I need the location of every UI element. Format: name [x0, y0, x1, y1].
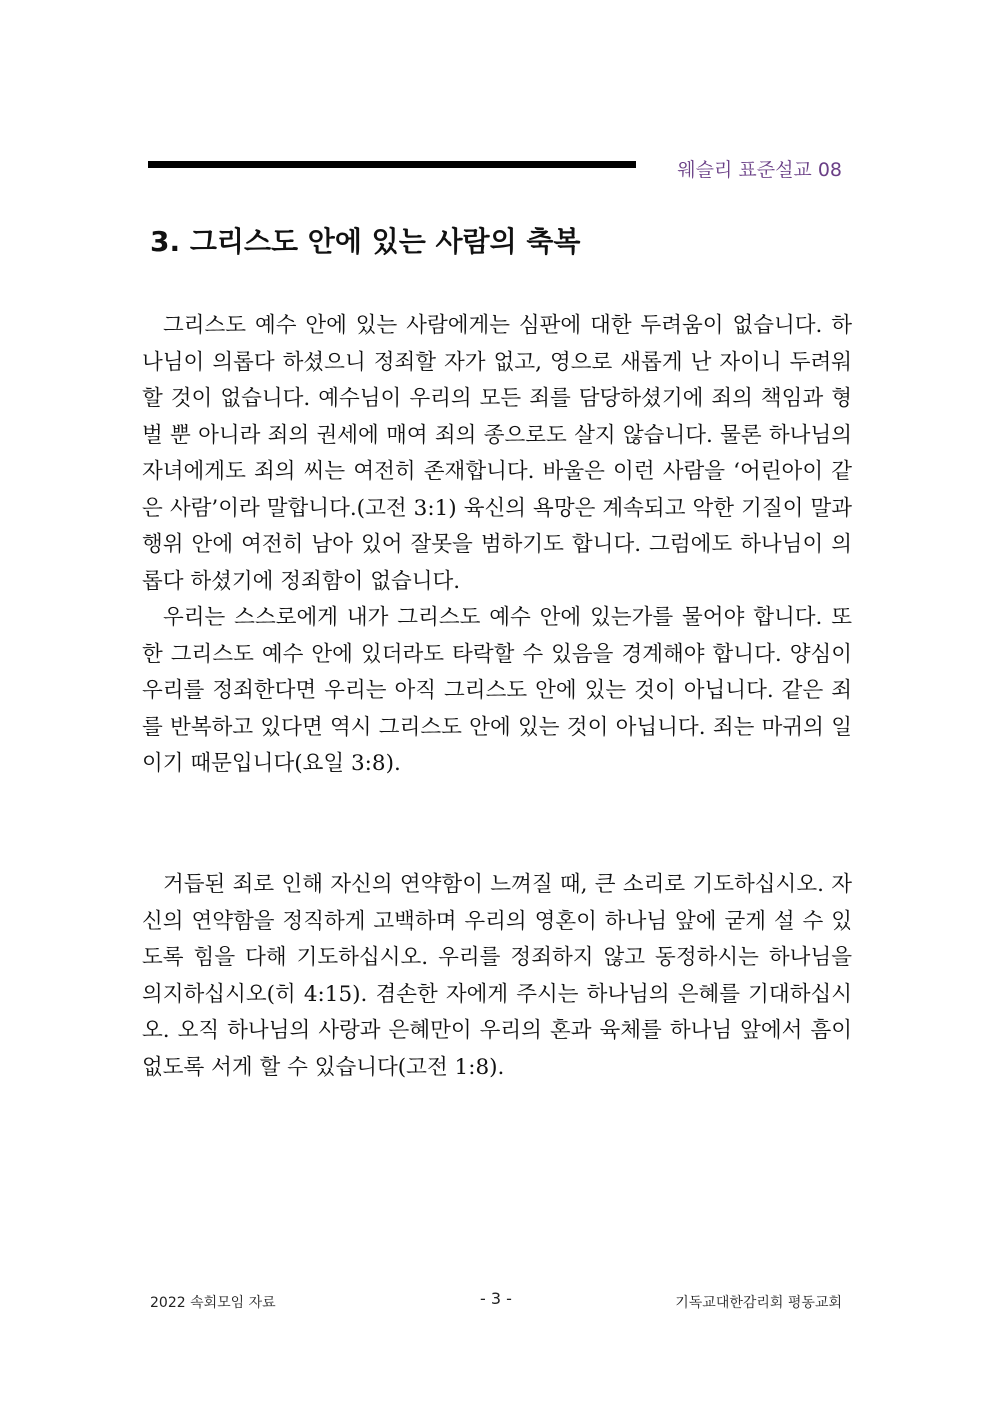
body-block-1 — [142, 308, 852, 783]
paragraph-3: 거듭된 죄로 인해 자신의 연약함이 느껴질 때, 큰 소리로 기도하십시오. 자신의 연약함을 정직하게 고백하며 우리의 영혼이 하나님 앞에 굳게 설 수 있도록 힘을 다해 기도하십시오. 우리를 정죄하지 않고 동정하시는 하나님을 의지하십시오(히 4:15). 겸손한 자에게 주시는 하나님의 은혜를 기대하십시오. 오직 하나님의 사랑과 은혜만이 우리의 혼과 육체를 하나님 앞에서 흠이 없도록 서게 할 수 있습니다(고전 1:8). — [142, 872, 852, 1080]
paragraph-1: 그리스도 예수 안에 있는 사람에게는 심판에 대한 두려움이 없습니다. 하나님이 의롭다 하셨으니 정죄할 자가 없고, 영으로 새롭게 난 자이니 두려워 할 것이 없습니다. 예수님이 우리의 모든 죄를 담당하셨기에 죄의 책임과 형벌 뿐 아니라 죄의 권세에 매여 죄의 종으로도 살지 않습니다. 물론 하나님의 자녀에게도 죄의 씨는 여전히 존재합니다. 바울은 이런 사람을 ‘어린아이 같은 사람’이라 말합니다.(고전 3:1) 육신의 욕망은 계속되고 악한 기질이 말과 행위 안에 여전히 남아 있어 잘못을 범하기도 합니다. 그럼에도 하나님이 의롭다 하셨기에 정죄함이 없습니다. — [142, 313, 852, 594]
page-number: - 3 - — [480, 1289, 512, 1308]
paragraph-2: 우리는 스스로에게 내가 그리스도 예수 안에 있는가를 물어야 합니다. 또한 그리스도 예수 안에 있더라도 타락할 수 있음을 경계해야 합니다. 양심이 우리를 정죄한다면 우리는 아직 그리스도 안에 있는 것이 아닙니다. 같은 죄를 반복하고 있다면 역시 그리스도 안에 있는 것이 아닙니다. 죄는 마귀의 일이기 때문입니다(요일 3:8). — [142, 605, 852, 776]
footer-left-label: 2022 속회모임 자료 — [150, 1295, 276, 1311]
section-title: 3. 그리스도 안에 있는 사람의 축복 — [150, 225, 581, 258]
header-series-label: 웨슬리 표준설교 08 — [677, 159, 842, 181]
footer-church-name: 기독교대한감리회 평동교회 — [675, 1295, 842, 1311]
body-block-2 — [142, 867, 852, 1086]
header-rule — [148, 161, 636, 168]
